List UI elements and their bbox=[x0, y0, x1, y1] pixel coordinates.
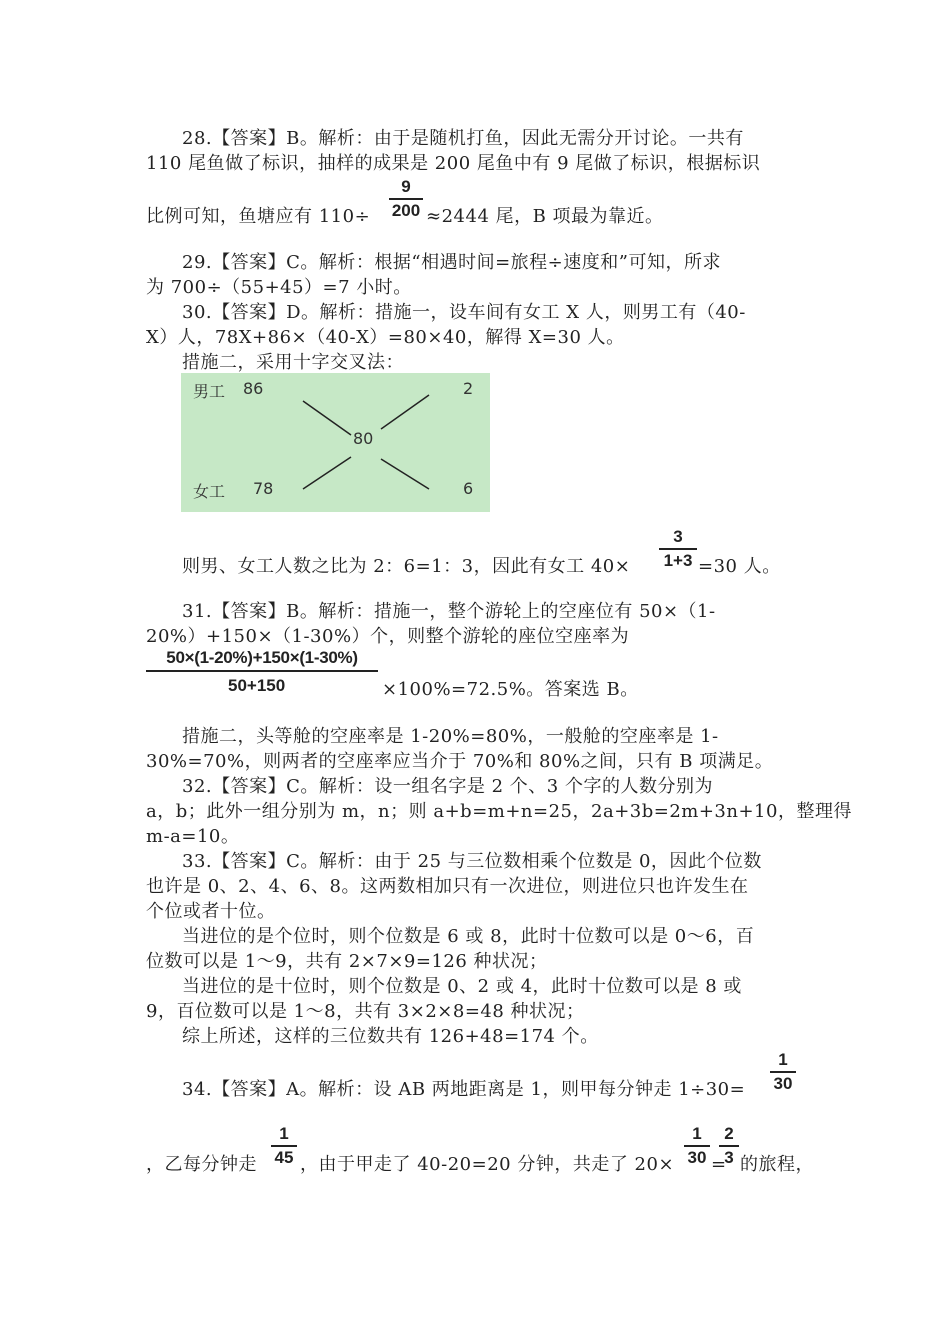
q30-line-4a: 则男、女工人数之比为 2：6=1：3，因此有女工 40× bbox=[182, 556, 631, 577]
q30-line-2: X）人，78X+86×（40-X）=80×40，解得 X=30 人。 bbox=[146, 327, 625, 348]
q34-fraction-4 bbox=[719, 1124, 739, 1168]
q34-line-2c: 的旅程， bbox=[740, 1154, 814, 1175]
fraction-numerator: 1 bbox=[279, 1124, 289, 1143]
fraction-numerator: 3 bbox=[673, 527, 683, 546]
fraction-denominator: 45 bbox=[274, 1148, 294, 1167]
q31-line-5: 30%=70%，则两者的空座率应当介于 70%和 80%之间，只有 B 项满足。 bbox=[146, 751, 774, 772]
q30-fraction bbox=[659, 527, 697, 571]
q33-line-8: 综上所述，这样的三位数共有 126+48=174 个。 bbox=[182, 1026, 599, 1047]
right-bottom-value: 6 bbox=[463, 479, 474, 498]
q31-line-2: 20%）+150×（1-30%）个，则整个游轮的座位空座率为 bbox=[146, 626, 630, 647]
q33-line-3: 个位或者十位。 bbox=[146, 901, 276, 922]
q34-line-1: 34.【答案】A。解析：设 AB 两地距离是 1，则甲每分钟走 1÷30= bbox=[182, 1079, 746, 1100]
q29-line-2: 为 700÷（55+45）=7 小时。 bbox=[146, 277, 412, 298]
center-value: 80 bbox=[353, 429, 374, 448]
q28-line-2: 110 尾鱼做了标识，抽样的成果是 200 尾鱼中有 9 尾做了标识，根据标识 bbox=[146, 153, 761, 174]
right-top-value: 2 bbox=[463, 379, 474, 398]
q33-line-7: 9，百位数可以是 1～8，共有 3×2×8=48 种状况； bbox=[146, 1001, 585, 1022]
q32-line-1: 32.【答案】C。解析：设一组名字是 2 个、3 个字的人数分别为 bbox=[182, 776, 713, 797]
q31-line-1: 31.【答案】B。解析：措施一，整个游轮上的空座位有 50×（1- bbox=[182, 601, 716, 622]
q31-line-3: ×100%=72.5%。答案选 B。 bbox=[382, 679, 639, 700]
q33-line-6: 当进位的是十位时，则个位数是 0、2 或 4，此时十位数可以是 8 或 bbox=[182, 976, 742, 997]
fraction-denominator: 1+3 bbox=[663, 551, 693, 570]
fraction-numerator: 1 bbox=[692, 1124, 702, 1143]
male-value: 86 bbox=[243, 379, 264, 398]
fraction-numerator: 1 bbox=[778, 1050, 788, 1069]
q31-big-fraction bbox=[146, 648, 378, 695]
q33-line-5: 位数可以是 1～9，共有 2×7×9=126 种状况； bbox=[146, 951, 548, 972]
q30-line-4b: =30 人。 bbox=[698, 556, 781, 577]
q33-line-4: 当进位的是个位时，则个位数是 6 或 8，此时十位数可以是 0～6，百 bbox=[182, 926, 755, 947]
fraction-denominator: 200 bbox=[391, 201, 421, 220]
male-label: 男工 bbox=[193, 382, 226, 401]
q28-line-1: 28.【答案】B。解析：由于是随机打鱼，因此无需分开讨论。一共有 bbox=[182, 128, 744, 149]
q28-line-3a: 比例可知，鱼塘应有 110÷ bbox=[146, 206, 371, 227]
q28-fraction bbox=[389, 177, 423, 221]
fraction-numerator: 2 bbox=[724, 1124, 734, 1143]
q33-line-2: 也许是 0、2、4、6、8。这两数相加只有一次进位，则进位只也许发生在 bbox=[146, 876, 749, 897]
q30-line-1: 30.【答案】D。解析：措施一，设车间有女工 X 人，则男工有（40- bbox=[182, 302, 746, 323]
q28-line-3b: ≈2444 尾，B 项最为靠近。 bbox=[426, 206, 664, 227]
q31-line-4: 措施二，头等舱的空座率是 1-20%=80%，一般舱的空座率是 1- bbox=[182, 726, 719, 747]
fraction-denominator: 3 bbox=[724, 1148, 734, 1167]
cross-lines bbox=[181, 373, 490, 512]
big-fraction-denominator: 50+150 bbox=[228, 676, 286, 695]
female-value: 78 bbox=[253, 479, 274, 498]
q29-line-1: 29.【答案】C。解析：根据“相遇时间=旅程÷速度和”可知，所求 bbox=[182, 252, 721, 273]
q32-line-3: m-a=10。 bbox=[146, 826, 240, 847]
q34-fraction-2 bbox=[271, 1124, 297, 1168]
q34-fraction-1 bbox=[770, 1050, 796, 1094]
cross-method-diagram bbox=[181, 373, 490, 512]
q34-line-2b: ，由于甲走了 40-20=20 分钟，共走了 20× bbox=[300, 1154, 675, 1175]
q34-fraction-3 bbox=[684, 1124, 710, 1168]
q32-line-2: a，b；此外一组分别为 m，n；则 a+b=m+n=25，2a+3b=2m+3n+10，整理得 bbox=[146, 801, 852, 822]
fraction-denominator: 30 bbox=[773, 1074, 793, 1093]
q30-line-3: 措施二，采用十字交叉法： bbox=[182, 352, 404, 373]
q33-line-1: 33.【答案】C。解析：由于 25 与三位数相乘个位数是 0，因此个位数 bbox=[182, 851, 762, 872]
q34-line-2a: ，乙每分钟走 bbox=[146, 1154, 257, 1175]
fraction-numerator: 9 bbox=[401, 177, 411, 196]
fraction-denominator: 30 bbox=[687, 1148, 707, 1167]
q34-equals: = bbox=[711, 1154, 727, 1175]
female-label: 女工 bbox=[193, 482, 226, 501]
big-fraction-numerator: 50×(1-20%)+150×(1-30%) bbox=[166, 648, 358, 667]
